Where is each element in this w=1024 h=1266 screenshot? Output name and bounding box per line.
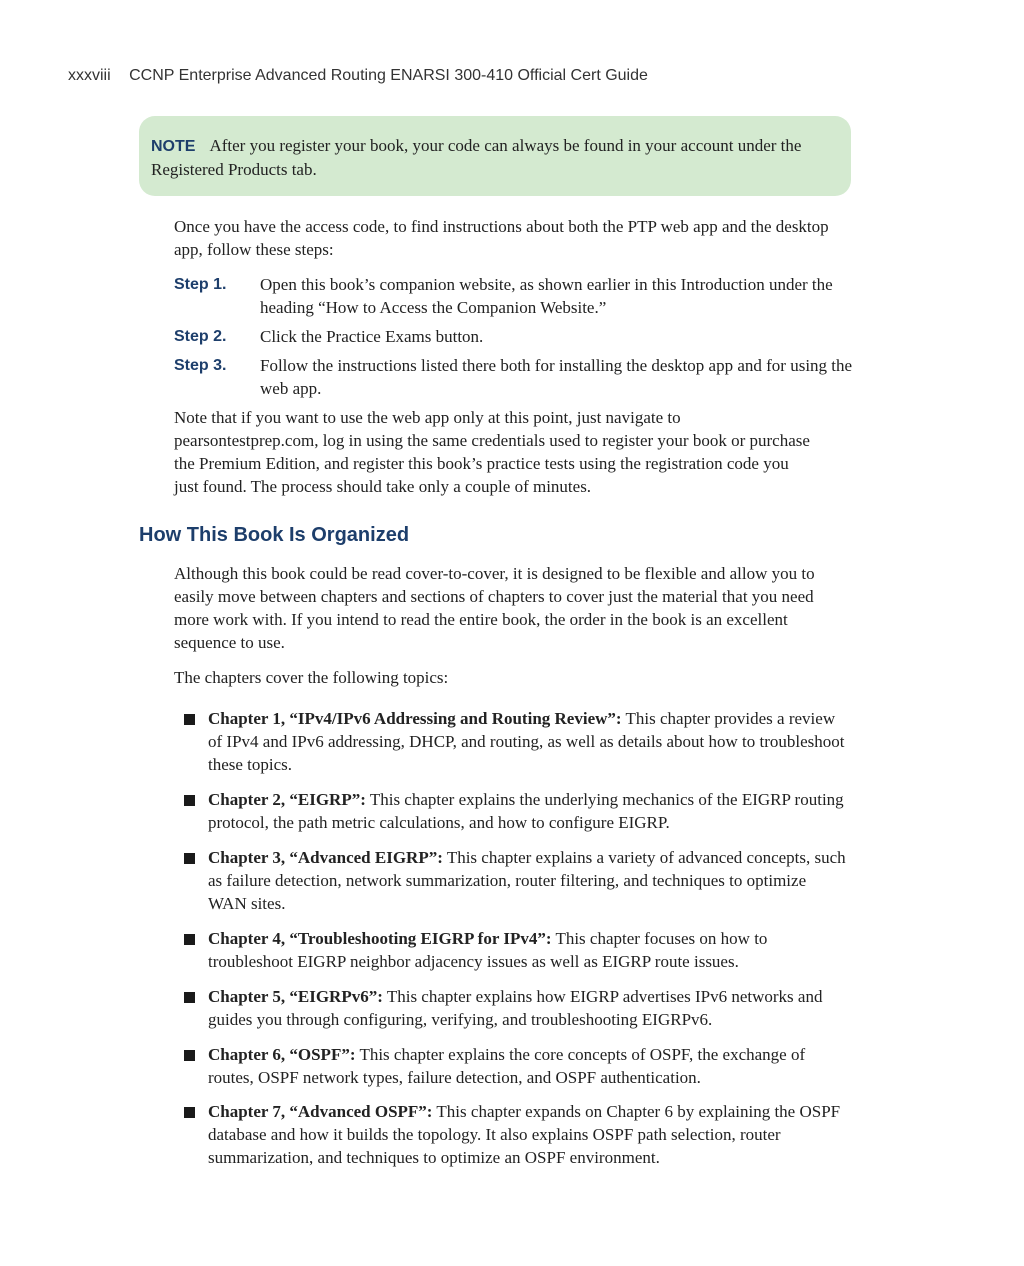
bullet-square-icon xyxy=(184,853,195,864)
step-text: Open this book’s companion website, as shown earlier in this Introduction under the heading “How to Access the Companion Website.” xyxy=(260,275,833,317)
book-title: CCNP Enterprise Advanced Routing ENARSI 300-410 Official Cert Guide xyxy=(129,67,648,84)
web-app-paragraph: Note that if you want to use the web app only at this point, just navigate to pearsontestprep.com, log in using the same credentials used to register your book or purchase the Premium Edition, and register this book’s practice tests using the registration code you just found. The process should take only a couple of minutes. xyxy=(174,408,810,496)
note-text: After you register your book, your code can always be found in your account under the Registered Products tab. xyxy=(151,136,802,179)
step-label: Step 3. xyxy=(174,357,227,374)
bullet-square-icon xyxy=(184,992,195,1003)
chapter-title: Chapter 6, “OSPF”: xyxy=(208,1045,356,1064)
running-header xyxy=(68,67,648,85)
intro-paragraph: Once you have the access code, to find instructions about both the PTP web app and the desktop app, follow these steps: xyxy=(174,217,829,259)
bullet-square-icon xyxy=(184,714,195,725)
step-label: Step 1. xyxy=(174,276,227,293)
step-1 xyxy=(174,273,854,319)
bullet-square-icon xyxy=(184,934,195,945)
chapter-title: Chapter 3, “Advanced EIGRP”: xyxy=(208,848,443,867)
chapter-item-7 xyxy=(184,1100,848,1169)
chapter-description: This chapter provides a review of IPv4 and IPv6 addressing, DHCP, and routing, as well as details about how to troubleshoot these topics. xyxy=(208,709,845,774)
chapter-title: Chapter 1, “IPv4/IPv6 Addressing and Routing Review”: xyxy=(208,709,622,728)
chapter-title: Chapter 7, “Advanced OSPF”: xyxy=(208,1102,433,1121)
step-text: Follow the instructions listed there both for installing the desktop app and for using the web app. xyxy=(260,356,853,398)
section-heading: How This Book Is Organized xyxy=(139,524,410,546)
bullet-square-icon xyxy=(184,1050,195,1061)
chapter-description: This chapter expands on Chapter 6 by explaining the OSPF database and how it builds the topology. It also explains OSPF path selection, router summarization, and techniques to optimize an OSPF environment. xyxy=(208,1102,841,1167)
step-text: Click the Practice Exams button. xyxy=(260,327,484,346)
chapter-title: Chapter 2, “EIGRP”: xyxy=(208,790,366,809)
organized-paragraph: Although this book could be read cover-to-cover, it is designed to be flexible and allow you to easily move between chapters and sections of chapters to cover just the material that you need more work with. If you intend to read the entire book, the order in the book is an excellent sequence to use. xyxy=(174,564,815,652)
step-3 xyxy=(174,354,854,400)
chapter-item-2 xyxy=(184,788,848,834)
chapter-description: This chapter focuses on how to troubleshoot EIGRP neighbor adjacency issues as well as EIGRP route issues. xyxy=(208,929,768,971)
step-label: Step 2. xyxy=(174,328,227,345)
chapter-title: Chapter 4, “Troubleshooting EIGRP for IPv4”: xyxy=(208,929,552,948)
chapter-description: This chapter explains the underlying mechanics of the EIGRP routing protocol, the path metric calculations, and how to configure EIGRP. xyxy=(208,790,844,832)
topics-intro: The chapters cover the following topics: xyxy=(174,668,449,687)
chapter-description: This chapter explains the core concepts of OSPF, the exchange of routes, OSPF network types, failure detection, and OSPF authentication. xyxy=(208,1045,806,1087)
note-box xyxy=(139,116,851,196)
bullet-square-icon xyxy=(184,1107,195,1118)
chapter-title: Chapter 5, “EIGRPv6”: xyxy=(208,987,383,1006)
chapter-item-4 xyxy=(184,927,848,973)
chapter-description: This chapter explains a variety of advanced concepts, such as failure detection, network summarization, router filtering, and techniques to optimize WAN sites. xyxy=(208,848,846,913)
chapter-description: This chapter explains how EIGRP advertises IPv6 networks and guides you through configuring, verifying, and troubleshooting EIGRPv6. xyxy=(208,987,823,1029)
chapter-item-3 xyxy=(184,846,848,915)
page-number: xxxviii xyxy=(68,67,111,84)
chapter-item-5 xyxy=(184,985,848,1031)
chapter-item-1 xyxy=(184,707,848,776)
bullet-square-icon xyxy=(184,795,195,806)
step-2 xyxy=(174,325,854,348)
note-label: NOTE xyxy=(151,138,196,155)
chapter-item-6 xyxy=(184,1043,848,1089)
